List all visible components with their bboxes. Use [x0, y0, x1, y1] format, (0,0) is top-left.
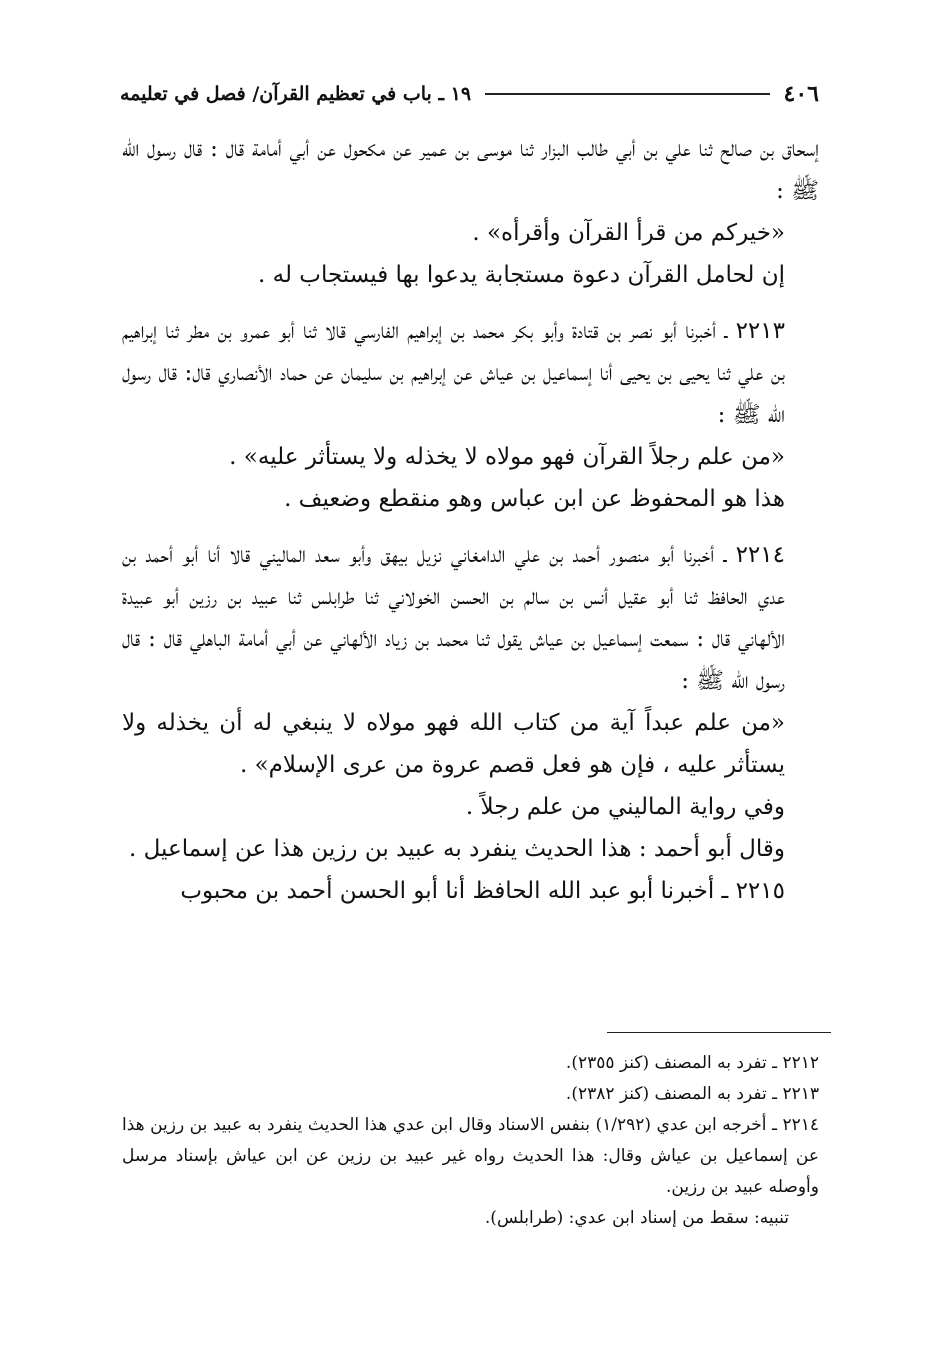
- footnote-2214-note: تنبيه: سقط من إسناد ابن عدي: (طرابلس).: [484, 1208, 789, 1228]
- page-number: ٤٠٦: [783, 81, 819, 107]
- hadith-2214-chain: ٢٢١٤ ـ أخبرنا أبو منصور أحمد بن علي الدامغاني نزيل بيهق وأبو سعد الماليني قالا أنا أبو أحمد بن عدي الحافظ ثنا أبو عقيل أنس بن سالم بن الحسن الخولاني ثنا طرابلس ثنا عبيد بن رزين أبو عبيدة الألهاني قال : سمعت إسماعيل بن عياش يقول ثنا محمد بن زياد الألهاني عن أبي أمامة الباهلي قال : قال رسول الله ﷺ :: [122, 542, 785, 694]
- footnote-2212: ٢٢١٢ ـ تفرد به المصنف (كنز ٢٣٥٥).: [565, 1053, 819, 1073]
- header-rule: [485, 93, 769, 95]
- paragraph-comment-2214: وقال أبو أحمد : هذا الحديث ينفرد به عبيد بن رزين هذا عن إسماعيل .: [128, 836, 785, 862]
- footnote-2213: ٢٢١٣ ـ تفرد به المصنف (كنز ٢٣٨٢).: [565, 1084, 819, 1104]
- paragraph-note-maliini: وفي رواية الماليني من علم رجلاً .: [465, 794, 785, 820]
- footnotes: [122, 1048, 819, 1234]
- hadith-2213-chain: ٢٢١٣ ـ أخبرنا أبو نصر بن قتادة وأبو بكر محمد بن إبراهيم الفارسي قالا ثنا أبو عمرو بن مطر ثنا إبراهيم بن علي ثنا يحيى بن يحيى أنا إسماعيل بن عياش عن إبراهيم بن سليمان عن حماد الأنصاري قال: قال رسول الله ﷺ :: [122, 318, 785, 428]
- paragraph-comment-2212: إن لحامل القرآن دعوة مستجابة يدعوا بها فيستجاب له .: [258, 262, 785, 288]
- main-text: [122, 128, 819, 912]
- hadith-2215-chain: ٢٢١٥ ـ أخبرنا أبو عبد الله الحافظ أنا أبو الحسن أحمد بن محبوب: [180, 878, 785, 904]
- running-header: [120, 76, 819, 112]
- paragraph-chain-2212: إسحاق بن صالح ثنا علي بن أبي طالب البزار ثنا موسى بن عمير عن مكحول عن أبي أمامة قال : قال رسول الله ﷺ :: [122, 136, 819, 204]
- paragraph-comment-2213: هذا هو المحفوظ عن ابن عباس وهو منقطع وضعيف .: [284, 486, 785, 512]
- hadith-quote-2212: «خيركم من قرأ القرآن وأقرأه» .: [472, 220, 785, 246]
- footnote-separator: [607, 1032, 831, 1033]
- hadith-quote-2213: «من علم رجلاً القرآن فهو مولاه لا يخذله ولا يستأثر عليه» .: [229, 444, 785, 470]
- hadith-quote-2214: «من علم عبداً آية من كتاب الله فهو مولاه لا ينبغي له أن يخذله ولا يستأثر عليه ، فإن هو فعل قصم عروة من عرى الإسلام» .: [122, 710, 785, 778]
- footnote-2214: ٢٢١٤ ـ أخرجه ابن عدي (١/٢٩٢) بنفس الاسناد وقال ابن عدي هذا الحديث ينفرد به عبيد بن رزين هذا عن إسماعيل بن عياش وقال: هذا الحديث رواه غير عبيد بن رزين عن ابن عياش بإسناد مرسل وأوصله عبيد بن رزين.: [122, 1115, 819, 1197]
- chapter-title: ١٩ ـ باب في تعظيم القرآن/ فصل في تعليمه: [120, 83, 472, 105]
